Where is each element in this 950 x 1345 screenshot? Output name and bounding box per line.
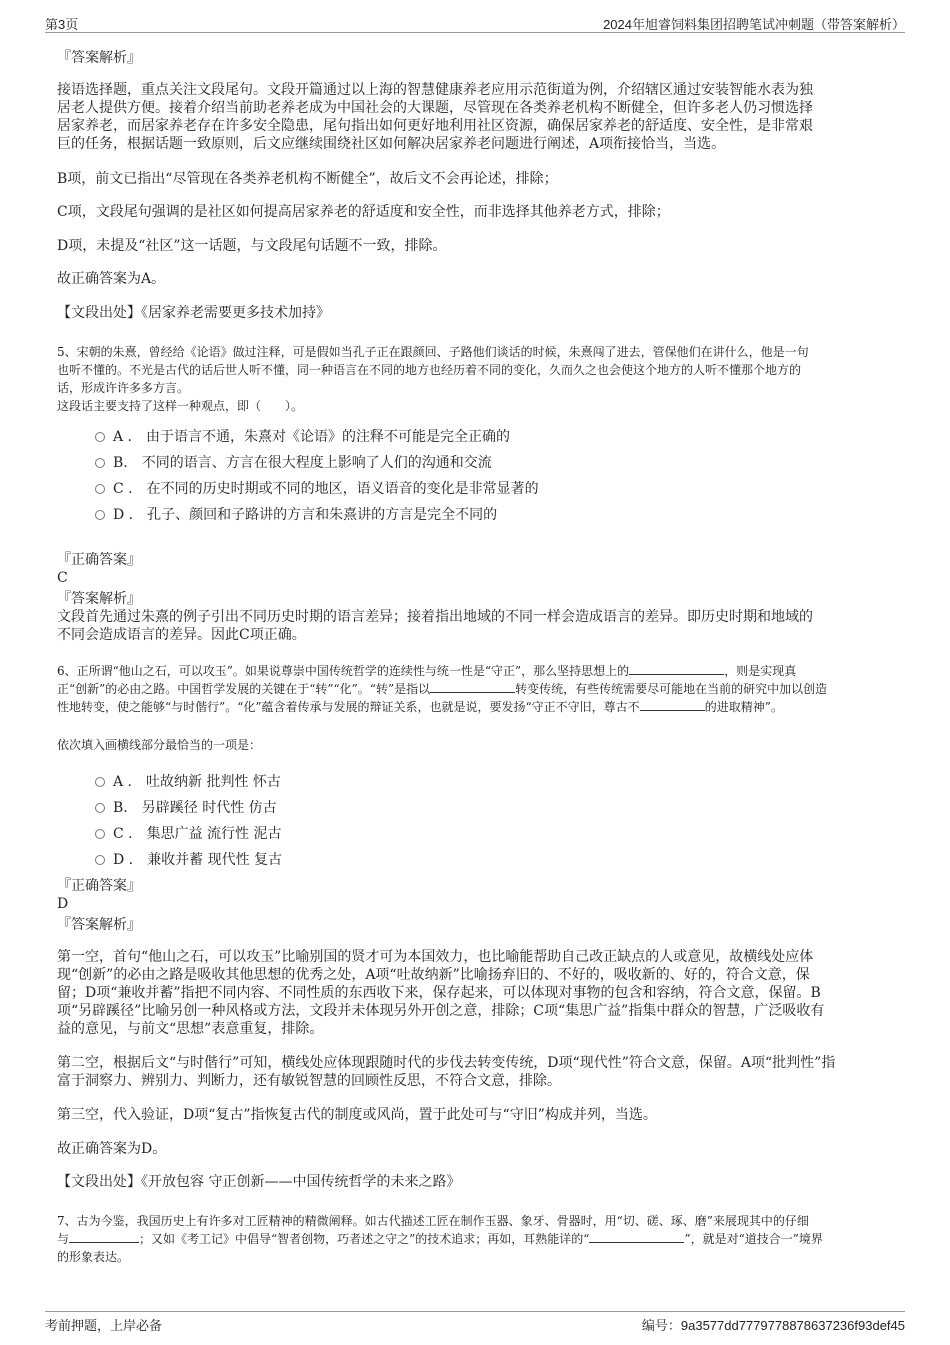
radio-icon[interactable]	[95, 458, 105, 468]
q4-option-c-note: C项，文段尾句强调的是社区如何提高居家养老的舒适度和安全性，而非选择其他养老方式，排除；	[57, 204, 670, 220]
page-header	[45, 14, 905, 33]
q5-option-d[interactable]: D . 孔子、颜回和子路讲的方言和朱熹讲的方言是完全不同的	[95, 504, 497, 524]
radio-icon[interactable]	[95, 855, 105, 865]
q6-option-a[interactable]: A . 吐故纳新 批判性 怀古	[95, 771, 281, 791]
q6-analysis-second-blank	[57, 1054, 897, 1090]
text-line: 巨的任务，根据话题一致原则，后文应继续围绕社区如何解决居家养老问题进行阐述，A项衔接恰当，当选。	[57, 136, 726, 152]
blank-2	[430, 680, 515, 693]
q4-analysis-paragraph	[57, 81, 897, 153]
q6-conclusion: 故正确答案为D。	[57, 1141, 167, 1157]
q4-option-d-note: D项，未提及“社区”这一话题，与文段尾句话题不一致，排除。	[57, 238, 447, 254]
text-line: 7、古为今鉴，我国历史上有许多对工匠精神的精微阐释。如古代描述工匠在制作玉器、象牙、骨器时，用“切、磋、琢、磨”来展现其中的仔细	[57, 1214, 809, 1228]
q5-answer: C	[57, 570, 68, 586]
q4-analysis-label: 『答案解析』	[57, 50, 141, 66]
text-line: 话，形成许许多多方言。	[57, 381, 190, 395]
radio-icon[interactable]	[95, 829, 105, 839]
q5-option-b[interactable]: B. 不同的语言、方言在很大程度上影响了人们的沟通和交流	[95, 452, 492, 472]
text-line: 文段首先通过朱熹的例子引出不同历史时期的语言差异；接着指出地域的不同一样会造成语言的差异。即历史时期和地域的	[57, 609, 813, 625]
document-code: 编号：9a3577dd7779778878637236f93def45	[641, 1318, 905, 1333]
q6-option-b[interactable]: B. 另辟蹊径 时代性 仿古	[95, 797, 277, 817]
q6-source: 【文段出处】《开放包容 守正创新——中国传统哲学的未来之路》	[57, 1174, 461, 1190]
text-line: 益的意见，与前文“思想”表意重复，排除。	[57, 1021, 324, 1037]
blank-2	[589, 1230, 684, 1243]
text-line: 不同会造成语言的差异。因此C项正确。	[57, 627, 306, 643]
radio-icon[interactable]	[95, 777, 105, 787]
text-line: 5、宋朝的朱熹，曾经给《论语》做过注释，可是假如当孔子正在跟颜回、子路他们谈话的时候，朱熹闯了进去，管保他们在讲什么，他是一句	[57, 345, 809, 359]
q6-answer: D	[57, 896, 69, 912]
q6-prompt: 依次填入画横线部分最恰当的一项是：	[57, 738, 262, 752]
q6-answer-label: 『正确答案』	[57, 878, 141, 894]
text-line: 现“创新”的必由之路是吸收其他思想的优秀之处，A项“吐故纳新”比喻扬弃旧的、不好的，吸收新的、好的，符合文意，保	[57, 967, 810, 983]
text-line: 也听不懂的。不光是古代的话后世人听不懂，同一种语言在不同的地方也经历着不同的变化，久而久之也会使这个地方的人听不懂那个地方的	[57, 363, 802, 377]
q5-answer-label: 『正确答案』	[57, 552, 141, 568]
page-footer	[45, 1311, 905, 1335]
q5-analysis	[57, 608, 897, 644]
q6-analysis-first-blank	[57, 948, 897, 1038]
q5-analysis-label: 『答案解析』	[57, 591, 141, 607]
blank-3	[640, 698, 705, 711]
text-line: 居老人提供方便。接着介绍当前助老养老成为中国社会的大课题，尽管现在各类养老机构不断健全，但许多老人仍习惯选择	[57, 100, 813, 116]
text-line: 留；D项“兼收并蓄”指把不同内容、不同性质的东西收下来，保存起来，可以体现对事物的包含和容纳，符合文意，保留。B	[57, 985, 821, 1001]
document-title: 2024年旭睿饲料集团招聘笔试冲刺题（带答案解析）	[603, 17, 905, 32]
q5-stem	[57, 343, 897, 415]
q6-option-c[interactable]: C . 集思广益 流行性 泥古	[95, 823, 282, 843]
text-line: 第一空，首句“他山之石，可以攻玉”比喻别国的贤才可为本国效力，也比喻能帮助自己改正缺点的人或意见，故横线处应体	[57, 949, 814, 965]
page-number: 第3页	[45, 17, 79, 32]
q4-option-b-note: B项，前文已指出“尽管现在各类养老机构不断健全”，故后文不会再论述，排除；	[57, 171, 558, 187]
text-line: 第二空，根据后文“与时偕行”可知，横线处应体现跟随时代的步伐去转变传统，D项“现代性”符合文意，保留。A项“批判性”指	[57, 1055, 836, 1071]
q7-stem: 7、古为今鉴，我国历史上有许多对工匠精神的精微阐释。如古代描述工匠在制作玉器、象牙、骨器时，用“切、磋、琢、磨”来展现其中的仔细 与 ；又如《考工记》中倡导“智者创物，巧者述之守之”的技术追求；再如，耳熟能详的“ ”，就是对“道技合一”境界 的形象表达。	[57, 1212, 897, 1266]
text-line: 接语选择题，重点关注文段尾句。文段开篇通过以上海的智慧健康养老应用示范街道为例，介绍辖区通过安装智能水表为独	[57, 82, 813, 98]
q5-option-a[interactable]: A . 由于语言不通，朱熹对《论语》的注释不可能是完全正确的	[95, 426, 510, 446]
q6-option-d[interactable]: D . 兼收并蓄 现代性 复古	[95, 849, 282, 869]
q6-analysis-label: 『答案解析』	[57, 917, 141, 933]
blank-1	[69, 1230, 139, 1243]
text-line: 的形象表达。	[57, 1250, 130, 1264]
text-line: 项“另辟蹊径”比喻另创一种风格或方法，文段并未体现另外开创之意，排除；C项“集思广益”指集中群众的智慧，广泛吸收有	[57, 1003, 825, 1019]
radio-icon[interactable]	[95, 432, 105, 442]
radio-icon[interactable]	[95, 803, 105, 813]
q5-option-c[interactable]: C . 在不同的历史时期或不同的地区，语义语音的变化是非常显著的	[95, 478, 539, 498]
q6-analysis-third-blank: 第三空，代入验证，D项“复古”指恢复古代的制度或风尚，置于此处可与“守旧”构成并列，当选。	[57, 1107, 657, 1123]
q6-stem: 6、正所谓“他山之石，可以攻玉”。如果说尊崇中国传统哲学的连续性与统一性是“守正”，那么坚持思想上的 ，则是实现真 正“创新”的必由之路。中国哲学发展的关键在于“转”“化”。“转”是指以 转变传统，有些传统需要尽可能地在当前的研究中加以创造 性地转变，使之能够“与时偕行”。“化”蕴含着传承与发展的辩证关系，也就是说，要发扬“守正不守旧，尊古不 的进取精神”。	[57, 664, 828, 714]
radio-icon[interactable]	[95, 484, 105, 494]
blank-1	[629, 662, 724, 675]
q4-source: 【文段出处】《居家养老需要更多技术加持》	[57, 305, 330, 321]
q4-conclusion: 故正确答案为A。	[57, 271, 166, 287]
text-line: 这段话主要支持了这样一种观点，即（ ）。	[57, 399, 304, 413]
text-line: 居家养老，而居家养老存在许多安全隐患，尾句指出如何更好地利用社区资源，确保居家养老的舒适度、安全性，是非常艰	[57, 118, 813, 134]
radio-icon[interactable]	[95, 510, 105, 520]
footer-slogan: 考前押题，上岸必备	[45, 1318, 163, 1333]
text-line: 富于洞察力、辨别力、判断力，还有敏锐智慧的回顾性反思，不符合文意，排除。	[57, 1073, 561, 1089]
